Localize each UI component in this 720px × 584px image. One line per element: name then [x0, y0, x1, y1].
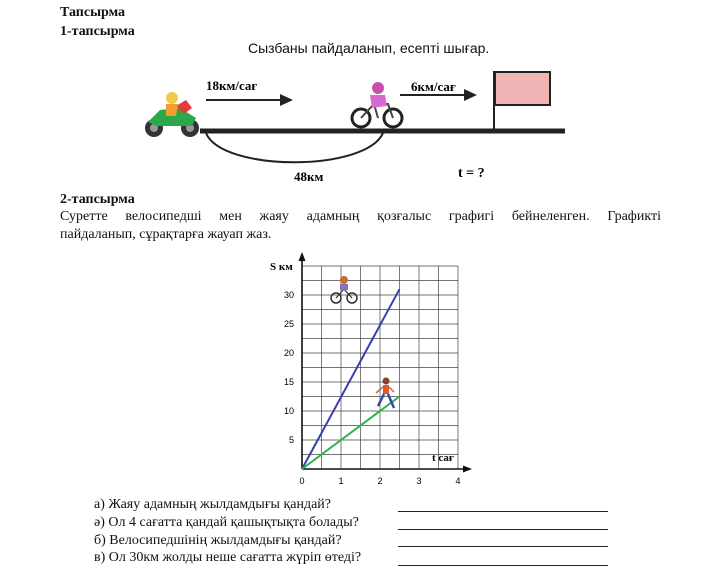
x-tick-label: 4: [455, 476, 461, 486]
distance-label: 48км: [294, 169, 324, 184]
y-axis-label: S км: [270, 261, 293, 273]
bike-speed-label: 6км/сағ: [411, 79, 456, 94]
answer-line-v[interactable]: [398, 565, 608, 566]
x-tick-label: 3: [416, 476, 422, 486]
y-tick-label: 5: [288, 435, 294, 445]
answer-line-ae[interactable]: [398, 529, 608, 530]
page-title: Тапсырма: [60, 5, 126, 20]
x-tick-label: 2: [377, 476, 383, 486]
answer-line-a[interactable]: [398, 511, 608, 512]
x-axis-label: t сағ: [432, 452, 454, 464]
task2-heading: 2-тапсырма: [60, 192, 135, 207]
task1-instruction: Сызбаны пайдаланып, есепті шығар.: [248, 40, 490, 56]
cyclist-icon: [331, 276, 357, 303]
y-axis-arrow-icon: [299, 252, 306, 261]
question-b: б) Велосипедшінің жылдамдығы қандай?: [94, 533, 342, 548]
moto-speed-label: 18км/сағ: [206, 78, 258, 93]
y-tick-label: 10: [283, 406, 294, 416]
question-a: а) Жаяу адамның жылдамдығы қандай?: [94, 497, 332, 512]
chart-axes: [299, 252, 473, 473]
y-tick-label: 15: [283, 377, 294, 387]
task2-text-line2: пайдаланып, сұрақтарға жауап жаз.: [60, 227, 272, 242]
chart-grid: [302, 266, 458, 469]
question-v: в) Ол 30км жолды неше сағатта жүріп өтеді?: [94, 550, 362, 565]
task1-heading: 1-тапсырма: [60, 24, 135, 39]
x-axis-arrow-icon: [463, 466, 472, 473]
x-tick-label: 0: [299, 476, 305, 486]
y-tick-label: 25: [283, 319, 294, 329]
y-tick-label: 20: [283, 348, 294, 358]
y-tick-label: 30: [283, 290, 294, 300]
time-question: t = ?: [458, 166, 485, 181]
answer-line-b[interactable]: [398, 546, 608, 547]
question-ae: ә) Ол 4 сағатта қандай қашықтықта болады?: [94, 515, 359, 530]
pedestrian-line: [302, 397, 400, 470]
x-tick-label: 1: [338, 476, 344, 486]
task2-text-line1: Суретте велосипедші мен жаяу адамның қозғалыс графигі бейнеленген. Графикті: [60, 209, 661, 224]
